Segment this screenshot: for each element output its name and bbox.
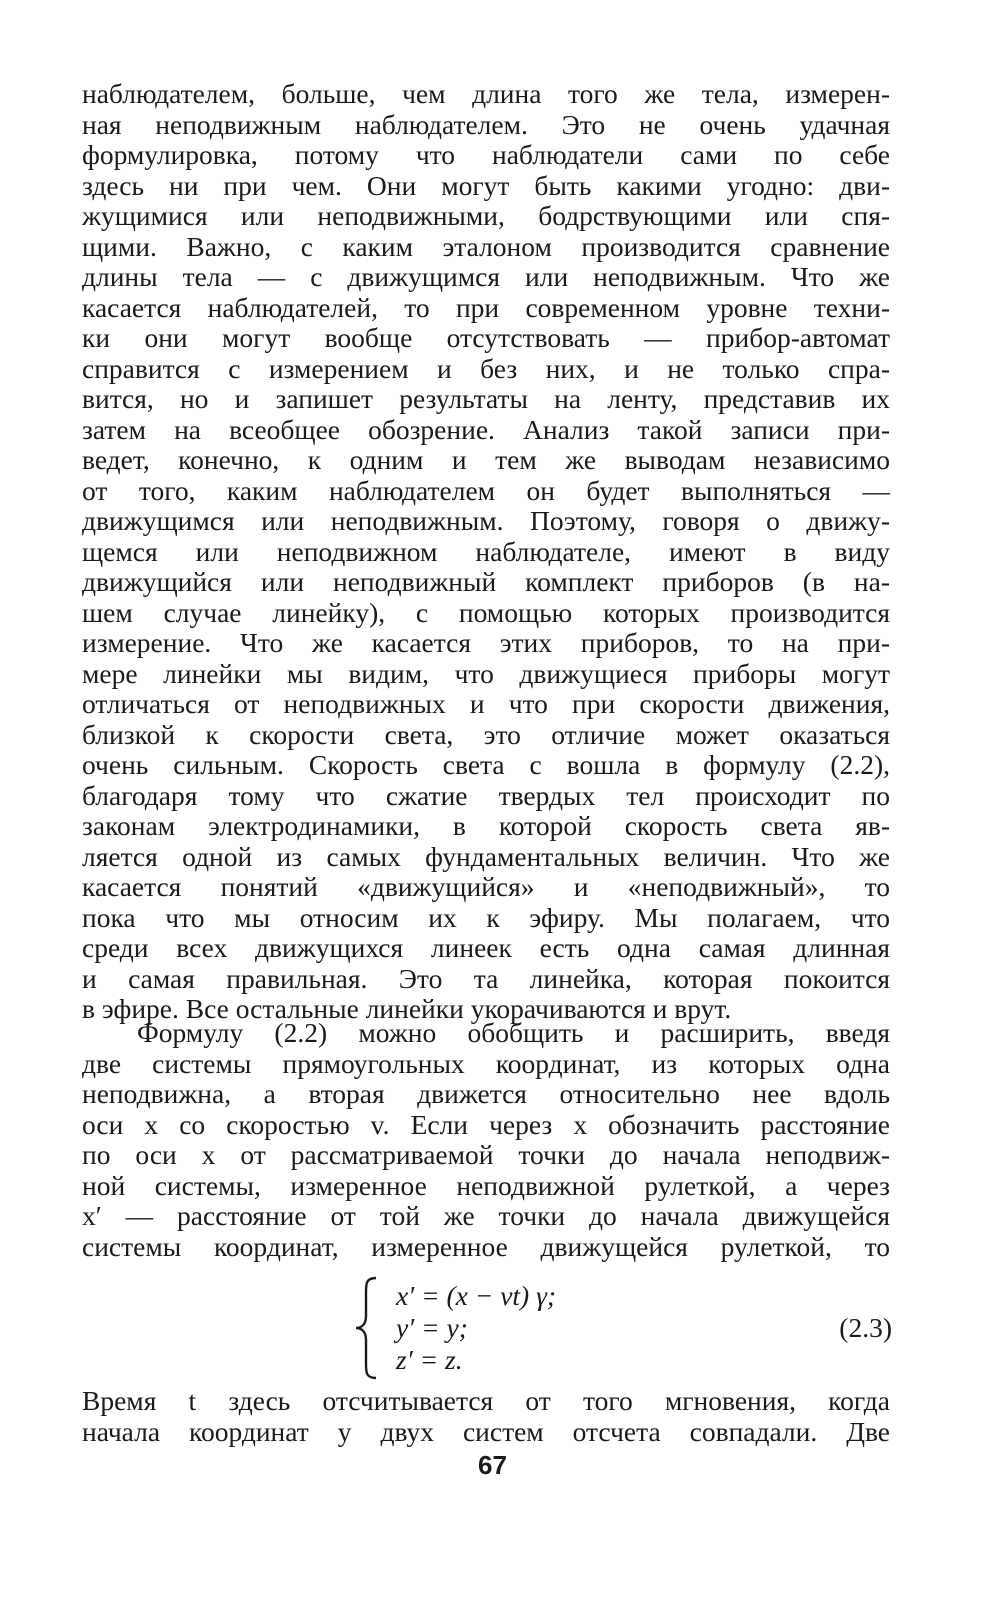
text-line: благодаря тому что сжатие твердых тел происходит по — [82, 779, 890, 811]
text-line: очень сильным. Скорость света с вошла в формулу (2.2), — [82, 749, 890, 780]
text-line: Время t здесь отсчитывается от того мгновения, когда — [82, 1385, 890, 1416]
text-line: по оси x от рассматриваемой точки до начала неподвиж- — [82, 1139, 890, 1170]
text-line: ведет, конечно, к одним и тем же выводам независимо — [82, 444, 890, 475]
text-line: движущимся или неподвижным. Поэтому, говоря о движу- — [82, 505, 890, 536]
text-line: мере линейки мы видим, что движущиеся приборы могут — [82, 657, 890, 689]
text-line: законам электродинамики, в которой скорость света яв- — [82, 810, 890, 841]
text-line: две системы прямоугольных координат, из которых одна — [82, 1047, 890, 1079]
text-line: наблюдателем, больше, чем длина того же тела, измерен- — [82, 78, 890, 109]
text-line: измерение. Что же касается этих приборов, то на при- — [82, 627, 890, 658]
equation-line: x′ = (x − vt) γ; — [396, 1280, 557, 1311]
text-line: касается наблюдателей, то при современном уровне техни- — [82, 291, 890, 323]
text-line: ки они могут вообще отсутствовать — прибор-автомат — [82, 322, 890, 353]
text-line: ляется одной из самых фундаментальных величин. Что же — [82, 840, 890, 872]
text-line: оси x со скоростью v. Если через x обозначить расстояние — [82, 1108, 890, 1140]
text-line: начала координат у двух систем отсчета совпадали. Две — [82, 1415, 890, 1447]
text-line: Формулу (2.2) можно обобщить и расширить, введя — [137, 1017, 890, 1048]
equation-line: y′ = y; — [396, 1312, 468, 1343]
text-line: движущийся или неподвижный комплект приборов (в на- — [82, 566, 890, 597]
paragraph-3 — [82, 1386, 890, 1447]
text-line: среди всех движущихся линеек есть одна самая длинная — [82, 932, 890, 963]
text-line: справится с измерением и без них, и не только спра- — [82, 352, 890, 384]
text-line: близкой к скорости света, это отличие может оказаться — [82, 718, 890, 750]
text-line: ной системы, измеренное неподвижной рулеткой, а через — [82, 1169, 890, 1201]
text-line: пока что мы относим их к эфиру. Мы полагаем, что — [82, 901, 890, 933]
text-line: системы координат, измеренное движущейся рулеткой, то — [82, 1230, 890, 1262]
text-line: длины тела — с движущимся или неподвижным. Что же — [82, 261, 890, 292]
text-line: и самая правильная. Это та линейка, которая покоится — [82, 962, 890, 994]
text-line: шем случае линейку), с помощью которых производится — [82, 596, 890, 628]
text-line: x′ — расстояние от той же точки до начала движущейся — [82, 1200, 890, 1231]
text-line: вится, но и запишет результаты на ленту, представив их — [82, 383, 890, 414]
left-brace-icon — [352, 1276, 380, 1380]
text-line: щими. Важно, с каким эталоном производится сравнение — [82, 230, 890, 262]
text-line: ная неподвижным наблюдателем. Это не очень удачная — [82, 108, 890, 140]
text-line: отличаться от неподвижных и что при скорости движения, — [82, 688, 890, 719]
equation-2-3 — [352, 1276, 892, 1384]
text-line: затем на всеобщее обозрение. Анализ такой записи при- — [82, 413, 890, 445]
text-line: жущимися или неподвижными, бодрствующими или спя- — [82, 200, 890, 231]
paragraph-2 — [82, 1018, 890, 1262]
equation-lines — [396, 1280, 556, 1376]
text-line: формулировка, потому что наблюдатели сами по себе — [82, 139, 890, 170]
text-line: неподвижна, а вторая движется относительно нее вдоль — [82, 1078, 890, 1109]
paragraph-1 — [82, 79, 890, 1025]
text-line: касается понятий «движущийся» и «неподвижный», то — [82, 871, 890, 902]
text-line: щемся или неподвижном наблюдателе, имеют в виду — [82, 535, 890, 567]
text-line: от того, каким наблюдателем он будет выполняться — — [82, 474, 890, 506]
equation-number: (2.3) — [839, 1312, 892, 1343]
text-line: здесь ни при чем. Они могут быть какими угодно: дви- — [82, 169, 890, 201]
page-number: 67 — [478, 1450, 507, 1480]
equation-line: z′ = z. — [396, 1344, 463, 1375]
text-line: в эфире. Все остальные линейки укорачиваются и врут. — [82, 993, 732, 1024]
